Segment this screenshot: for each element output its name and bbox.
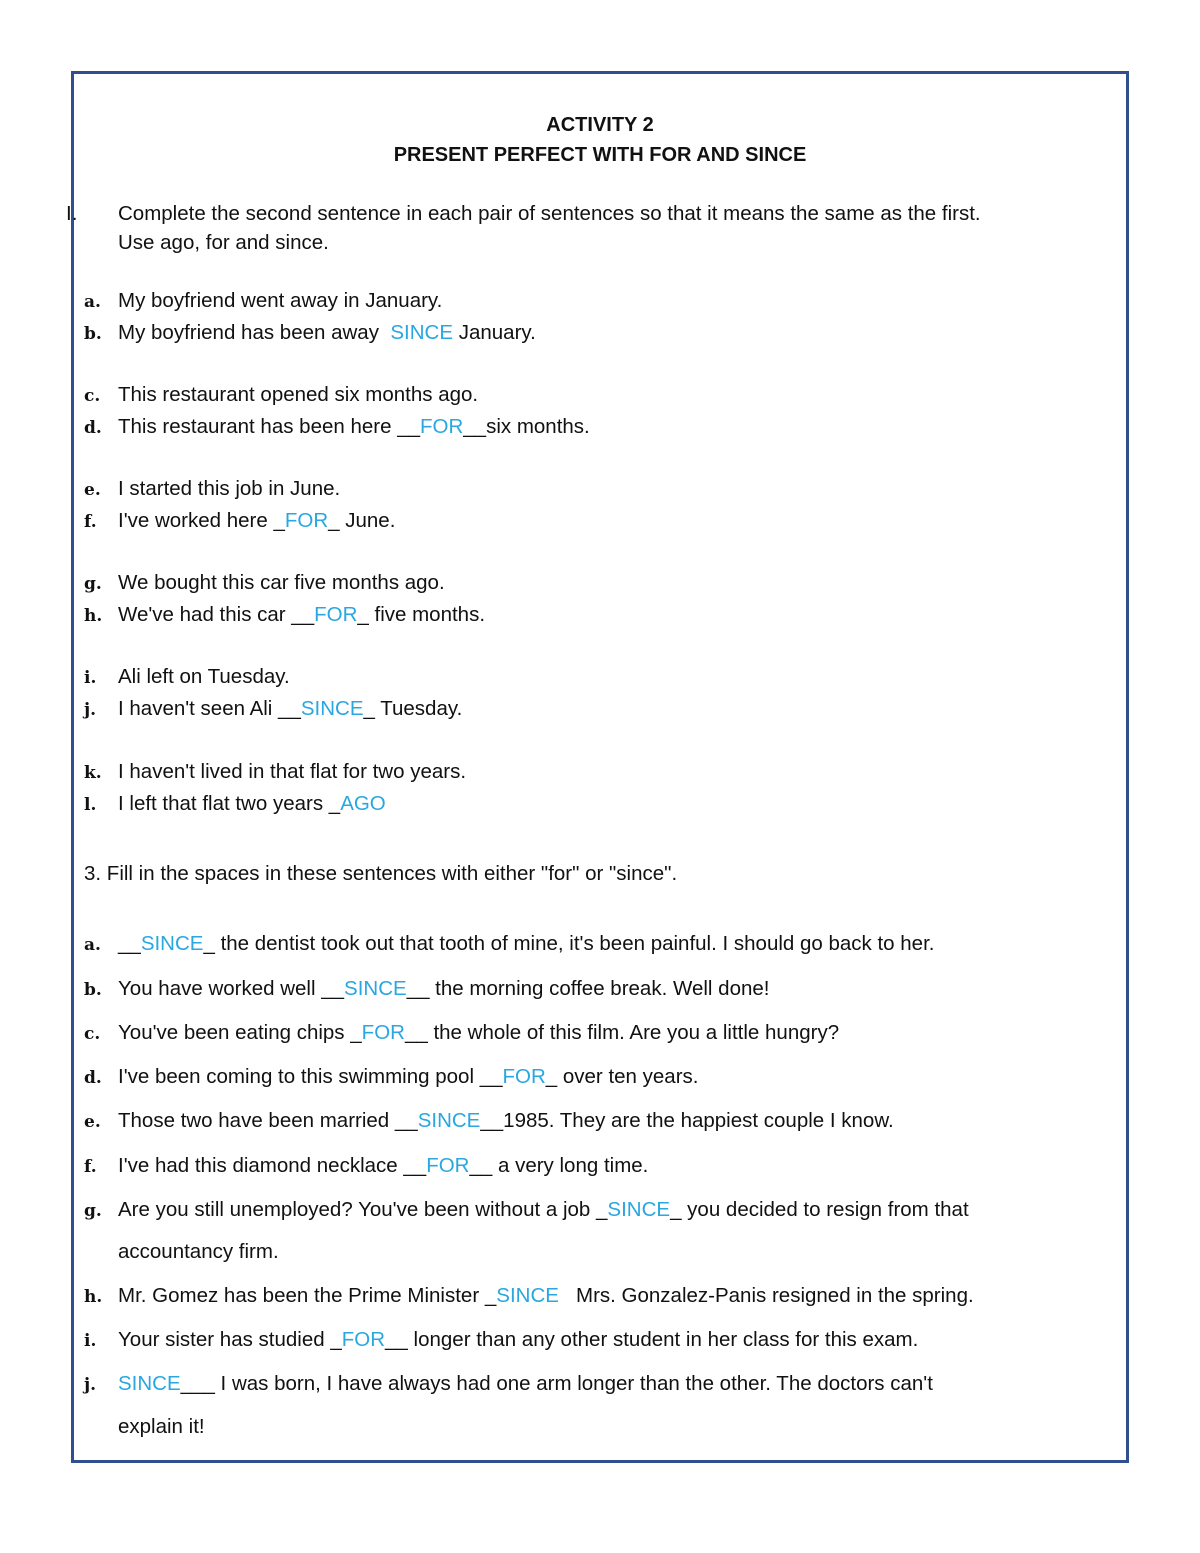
sentence-text: ___ I was born, I have always had one arm longer than the other. The doctors can't	[180, 1372, 933, 1395]
answer-text: SINCE	[344, 977, 407, 1000]
item-sentence	[118, 1154, 648, 1178]
item-sentence	[118, 1109, 894, 1133]
item-label: h.	[84, 1287, 103, 1307]
sentence-text: I've had this diamond necklace __	[118, 1154, 427, 1177]
sentence-text: January.	[453, 321, 536, 344]
sentence-text: My boyfriend has been away	[118, 321, 391, 344]
item-label: h.	[84, 606, 103, 626]
sentence-text: __	[118, 932, 141, 955]
item-sentence	[118, 977, 769, 1001]
item-sentence	[118, 603, 485, 627]
item-sentence	[118, 1284, 974, 1308]
item-label: g.	[84, 574, 102, 594]
item-label: i.	[84, 1331, 97, 1351]
answer-text: FOR	[284, 509, 329, 532]
sentence-text: This restaurant opened six months ago.	[118, 383, 479, 406]
sentence-text: __ longer than any other student in her class for this exam.	[385, 1328, 919, 1351]
item-sentence	[118, 1198, 969, 1222]
sentence-text: _ five months.	[357, 603, 486, 626]
answer-text: SINCE	[496, 1284, 559, 1307]
item-sentence	[118, 477, 340, 501]
item-label: l.	[84, 795, 97, 815]
item-sentence	[118, 321, 536, 345]
sentence-text: I haven't seen Ali __	[118, 697, 301, 720]
item-sentence	[118, 697, 462, 721]
sentence-text: My boyfriend went away in January.	[118, 289, 443, 312]
answer-text: SINCE	[607, 1198, 671, 1221]
sentence-text: I've worked here _	[118, 509, 285, 532]
sentence-text: Ali left on Tuesday.	[118, 665, 290, 688]
item-sentence	[118, 1328, 918, 1352]
sentence-text: I haven't lived in that flat for two years.	[118, 760, 467, 783]
activity-subtitle: PRESENT PERFECT WITH FOR AND SINCE	[393, 144, 807, 166]
answer-text: AGO	[340, 792, 386, 815]
item-label: e.	[84, 480, 101, 500]
sentence-text: Mr. Gomez has been the Prime Minister _	[118, 1284, 497, 1307]
item-sentence	[118, 792, 386, 816]
answer-text: SINCE	[118, 1372, 181, 1395]
section1-instruction-line2: Use ago, for and since.	[118, 231, 329, 254]
sentence-text: __1985. They are the happiest couple I know.	[480, 1109, 894, 1132]
sentence-text: _ Tuesday.	[363, 697, 463, 720]
item-sentence	[118, 1021, 839, 1045]
item-label: e.	[84, 1112, 101, 1132]
item-label: j.	[84, 1375, 97, 1395]
sentence-text: _ over ten years.	[545, 1065, 699, 1088]
sentence-text: __ the whole of this film. Are you a little hungry?	[404, 1021, 840, 1044]
sentence-text: This restaurant has been here __	[118, 415, 420, 438]
sentence-text: _ you decided to resign from that	[670, 1198, 969, 1221]
sentence-text: Are you still unemployed? You've been without a job _	[118, 1198, 608, 1221]
item-label: g.	[84, 1201, 102, 1221]
section3-instruction: 3. Fill in the spaces in these sentences with either "for" or "since".	[84, 862, 678, 885]
sentence-text: We've had this car __	[118, 603, 315, 626]
sentence-text: You've been eating chips _	[118, 1021, 362, 1044]
item-label: j.	[84, 700, 97, 720]
activity-title: ACTIVITY 2	[546, 114, 654, 136]
item-label: i.	[84, 668, 97, 688]
section1-instruction-line1: Complete the second sentence in each pair of sentences so that it means the same as the first.	[118, 202, 981, 225]
sentence-text: I've been coming to this swimming pool __	[118, 1065, 503, 1088]
sentence-text: _ June.	[328, 509, 396, 532]
item-label: d.	[84, 1068, 102, 1088]
item-label: a.	[84, 292, 101, 312]
sentence-text: We bought this car five months ago.	[118, 571, 445, 594]
item-label: b.	[84, 980, 102, 1000]
answer-text: FOR	[502, 1065, 546, 1088]
item-sentence	[118, 1065, 698, 1089]
item-sentence	[118, 760, 466, 784]
item-sentence	[118, 415, 590, 439]
answer-text: FOR	[361, 1021, 405, 1044]
sentence-text: _ the dentist took out that tooth of mine, it's been painful. I should go back to her.	[203, 932, 935, 955]
answer-text: SINCE	[140, 932, 204, 955]
item-label: b.	[84, 324, 102, 344]
sentence-text: Mrs. Gonzalez-Panis resigned in the spring.	[558, 1284, 974, 1307]
item-label: k.	[84, 763, 102, 783]
sentence-text: You have worked well __	[118, 977, 345, 1000]
sentence-text: Those two have been married __	[118, 1109, 418, 1132]
sentence-text: __six months.	[463, 415, 590, 438]
item-sentence-continued: explain it!	[118, 1415, 205, 1438]
item-sentence	[118, 383, 478, 407]
item-sentence	[118, 289, 442, 313]
sentence-text: Your sister has studied _	[118, 1328, 342, 1351]
item-label: f.	[84, 1157, 97, 1177]
item-sentence	[118, 665, 290, 689]
item-label: d.	[84, 418, 102, 438]
section1-number: I.	[66, 202, 78, 225]
sentence-text: __ a very long time.	[469, 1154, 649, 1177]
item-sentence-continued: accountancy firm.	[118, 1240, 279, 1263]
item-label: a.	[84, 935, 101, 955]
sentence-text: I started this job in June.	[118, 477, 341, 500]
answer-text: SINCE	[300, 697, 364, 720]
answer-text: SINCE	[390, 321, 454, 344]
item-sentence	[118, 571, 445, 595]
answer-text: SINCE	[417, 1109, 481, 1132]
answer-text: FOR	[341, 1328, 386, 1351]
item-sentence	[118, 932, 934, 956]
sentence-text: I left that flat two years _	[118, 792, 341, 815]
item-sentence	[118, 1372, 933, 1396]
item-label: c.	[84, 1024, 101, 1044]
item-sentence	[118, 509, 395, 533]
answer-text: FOR	[314, 603, 358, 626]
item-label: c.	[84, 386, 101, 406]
answer-text: FOR	[420, 415, 464, 438]
item-label: f.	[84, 512, 97, 532]
answer-text: FOR	[426, 1154, 470, 1177]
sentence-text: __ the morning coffee break. Well done!	[406, 977, 770, 1000]
